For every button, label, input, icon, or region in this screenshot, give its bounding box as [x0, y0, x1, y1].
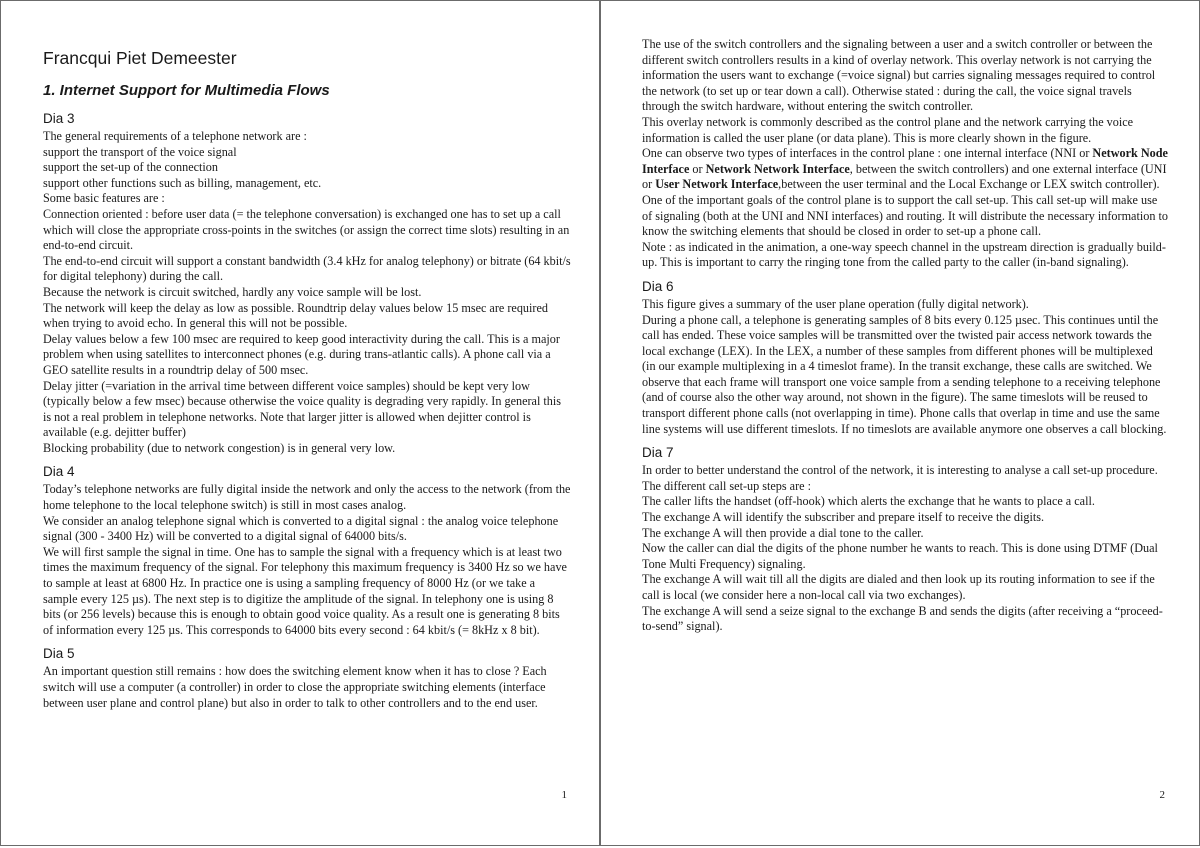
paragraph-line: The exchange A will send a seize signal to the exchange B and sends the digits (after receiving a “proceed-to-send” signal). — [642, 603, 1163, 634]
text-block — [642, 37, 1168, 271]
text-block — [642, 443, 1168, 635]
slide-heading: Dia 7 — [642, 445, 674, 461]
paragraph-line: The exchange A will then provide a dial tone to the caller. — [642, 525, 924, 540]
text-block — [43, 109, 571, 456]
paragraph-line: An important question still remains : how does the switching element know when it has to close ? Each switch will use a computer (a controller) in order to close the appropriate switching elements (interface between user plane and control plane) but also in order to talk to other controllers and to the end user. — [43, 664, 547, 710]
paragraph-line: The use of the switch controllers and the signaling between a user and a switch controller or between the different switch controllers results in a kind of overlay network. This overlay network is not carrying the information the users want to exchange (=voice signal) but carries signaling messages required to control the network (to set up or tear down a call). Otherwise stated : during the call, the voice signal travels through the switch hardware, without entering the switch controller. — [642, 37, 1156, 114]
paragraph-line: Blocking probability (due to network congestion) is in general very low. — [43, 440, 396, 455]
paragraph-line: This overlay network is commonly described as the control plane and the network carrying the voice information is called the user plane (or data plane). This is more clearly shown in the figure. — [642, 114, 1134, 145]
paragraph-line: Note : as indicated in the animation, a one-way speech channel in the upstream direction is gradually build-up. This is important to carry the ringing tone from the called party to the caller (in-band signaling). — [642, 239, 1166, 270]
bold-term: Network Node Interface — [642, 146, 1168, 176]
bold-term: Network Network Interface — [705, 161, 850, 176]
paragraph-line: Delay values below a few 100 msec are required to keep good interactivity during the call. This is a major problem when using satellites to interconnect phones (e.g. during trans-atlantic calls). A phone call via a GEO satellite results in a roundtrip delay of 500 msec. — [43, 331, 560, 377]
page-number-1: 1 — [561, 789, 567, 801]
document-page-1 — [0, 0, 600, 846]
slide-heading: Dia 3 — [43, 111, 75, 126]
page-2-content — [642, 37, 1168, 641]
paragraph-line: The exchange A will identify the subscriber and prepare itself to receive the digits. — [642, 510, 1045, 525]
paragraph-line: The general requirements of a telephone network are : — [43, 129, 307, 143]
paragraph-line: support other functions such as billing, management, etc. — [43, 175, 322, 190]
paragraph-line: support the set-up of the connection — [43, 160, 218, 175]
paragraph-line: We consider an analog telephone signal which is converted to a digital signal : the analog voice telephone signal (300 - 3400 Hz) will be converted to a digital signal of 64000 bits/s. — [43, 513, 559, 544]
paragraph-line: We will first sample the signal in time. One has to sample the signal with a frequency which is at least two times the maximum frequency of the signal. For telephony this maximum frequency is 3400 Hz so we have to sample at least at 6800 Hz. In practice one is using a sampling frequency of 8000 Hz (or we take a sample every 125 µs). The next step is to digitize the amplitude of the signal. In telephony one is using 8 bits (or 256 levels) because this is enough to obtain good voice quality. As a result one is generating 8 bits of information every 125 µs. This corresponds to 64000 bits every second : 64 kbit/s (= 8kHz x 8 bit). — [43, 544, 567, 637]
paragraph-line: Delay jitter (=variation in the arrival time between different voice samples) should be kept very low (typically below a few msec) because otherwise the voice quality is degrading very rapidly. In general this is not a real problem in telephone networks. Note that larger jitter is allowed when dejitter control is available (e.g. dejitter buffer) — [43, 378, 562, 440]
paragraph-line: The end-to-end circuit will support a constant bandwidth (3.4 kHz for analog telephony) or bitrate (64 kbit/s for digital telephony) during the call. — [43, 253, 571, 284]
paragraph-line: Now the caller can dial the digits of the phone number he wants to reach. This is done using DTMF (Dual Tone Multi Frequency) signaling. — [642, 541, 1158, 571]
paragraph-line: In order to better understand the control of the network, it is interesting to analyse a call set-up procedure. The different call set-up steps are : — [642, 463, 1158, 493]
text-block — [43, 462, 571, 638]
paragraph-line: The exchange A will wait till all the digits are dialed and then look up its routing information to see if the call is local (we consider here a non-local call via two exchanges). — [642, 572, 1155, 602]
paragraph-line: One of the important goals of the control plane is to support the call set-up. This call set-up will make use of signaling (both at the UNI and NNI interfaces) and routing. It will distribute the necessary information to know the switching elements that should be closed in order to set-up a phone call. — [642, 192, 1168, 239]
page-1-content — [43, 45, 571, 717]
page-2-blocks — [642, 37, 1168, 635]
paragraph-line: The caller lifts the handset (off-hook) which alerts the exchange that he wants to place a call. — [642, 494, 1095, 509]
paragraph-line: One can observe two types of interfaces in the control plane : one internal interface (NNI or Network Node Interface or Network Network Interface, between the switch controllers) and one external interface (UNI or User Network Interface,between the user terminal and the Local Exchange or LEX switch controller). — [642, 146, 1168, 192]
text-block — [642, 277, 1168, 437]
section-title: 1. Internet Support for Multimedia Flows — [43, 82, 330, 99]
text-block — [43, 644, 571, 711]
slide-heading: Dia 6 — [642, 278, 674, 294]
paragraph-line: Today’s telephone networks are fully digital inside the network and only the access to the network (from the home telephone to the local telephone switch) is still in most cases analog. — [43, 482, 571, 513]
paragraph-line: During a phone call, a telephone is generating samples of 8 bits every 0.125 µsec. This continues until the call has ended. These voice samples will be transmitted over the twisted pair access network towards the local exchange (LEX). In the LEX, a number of these samples from different phones will be multiplexed (in our example multiplexing in a 4 timeslot frame). In the transit exchange, these calls are switched. We observe that each frame will transport one voice sample from a sending telephone to a receiving telephone (and of course also the other way around, not shown in the figure). The same timeslots will be reused to transport different phone calls (not overlapping in time). Phone calls that overlap in time and use the same line systems will use different timeslots. If no timeslots are available anymore one observes a call blocking. — [642, 312, 1167, 436]
slide-heading: Dia 4 — [43, 464, 75, 480]
document-title: Francqui Piet Demeester — [43, 48, 237, 68]
paragraph-line: Because the network is circuit switched, hardly any voice sample will be lost. — [43, 284, 422, 299]
paragraph-line: Connection oriented : before user data (= the telephone conversation) is exchanged one has to set up a call which will close the appropriate cross-points in the switches (or assign the correct time slots) resulting in an end-to-end circuit. — [43, 206, 570, 253]
page-1-blocks — [43, 109, 571, 711]
paragraph-line: Some basic features are : — [43, 191, 165, 206]
document-page-2 — [600, 0, 1200, 846]
paragraph-line: This figure gives a summary of the user plane operation (fully digital network). — [642, 296, 1029, 311]
paragraph-line: support the transport of the voice signal — [43, 144, 237, 159]
page-number-2: 2 — [1159, 789, 1165, 801]
bold-term: User Network Interface — [655, 177, 779, 192]
paragraph-line: The network will keep the delay as low as possible. Roundtrip delay values below 15 msec are required when trying to avoid echo. In general this will not be possible. — [43, 300, 548, 331]
slide-heading: Dia 5 — [43, 646, 75, 662]
